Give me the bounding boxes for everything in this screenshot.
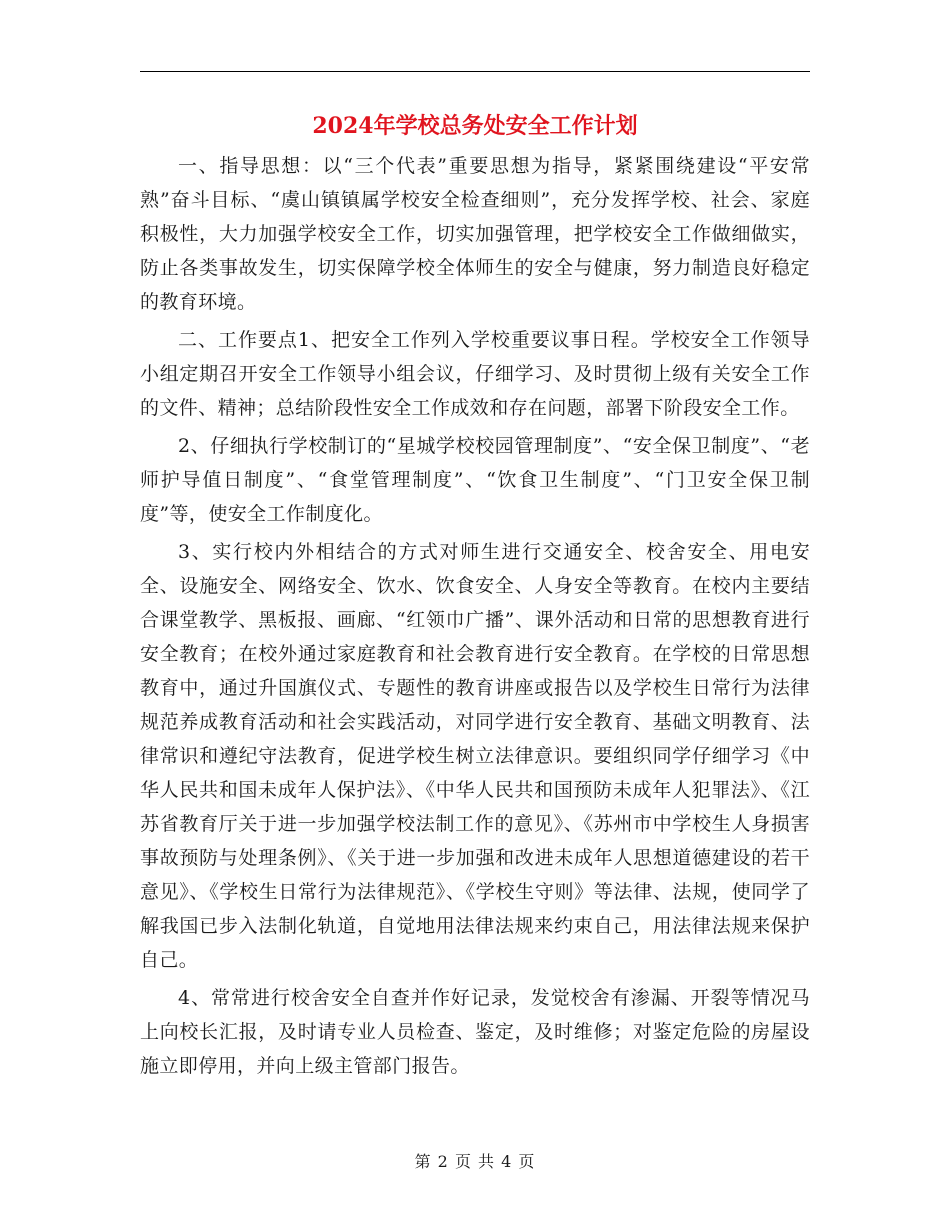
paragraph-work-points-2: 2、仔细执行学校制订的“星城学校校园管理制度”、“安全保卫制度”、“老师护导值日制度”、“食堂管理制度”、“饮食卫生制度”、“门卫安全保卫制度”等，使安全工作制度化。 (140, 435, 810, 525)
document-title: 2024年学校总务处安全工作计划 (312, 113, 638, 139)
paragraph-work-points-3: 3、实行校内外相结合的方式对师生进行交通安全、校舍安全、用电安全、设施安全、网络安全、饮水、饮食安全、人身安全等教育。在校内主要结合课堂教学、黑板报、画廊、“红领巾广播”、课外活动和日常的思想教育进行安全教育；在校外通过家庭教育和社会教育进行安全教育。在学校的日常思想教育中，通过升国旗仪式、专题性的教育讲座或报告以及学校生日常行为法律规范养成教育活动和社会实践活动，对同学进行安全教育、基础文明教育、法律常识和遵纪守法教育，促进学校生树立法律意识。要组织同学仔细学习《中华人民共和国未成年人保护法》、《中华人民共和国预防未成年人犯罪法》、《江苏省教育厅关于进一步加强学校法制工作的意见》、《苏州市中学校生人身损害事故预防与处理条例》、《关于进一步加强和改进未成年人思想道德建设的若干意见》、《学校生日常行为法律规范》、《学校生守则》等法律、法规，使同学了解我国已步入法制化轨道，自觉地用法律法规来约束自己，用法律法规来保护自己。 (140, 541, 810, 971)
paragraph-work-points-1: 二、工作要点1、把安全工作列入学校重要议事日程。学校安全工作领导小组定期召开安全工作领导小组会议，仔细学习、及时贯彻上级有关安全工作的文件、精神；总结阶段性安全工作成效和存在问题，部署下阶段安全工作。 (140, 329, 810, 419)
page-number-footer: 第 2 页 共 4 页 (414, 1152, 536, 1171)
document-body (140, 149, 810, 1083)
paragraph-guiding-ideology: 一、指导思想：以“三个代表”重要思想为指导，紧紧围绕建设“平安常熟”奋斗目标、“虞山镇镇属学校安全检查细则”，充分发挥学校、社会、家庭积极性，大力加强学校安全工作，切实加强管理，把学校安全工作做细做实，防止各类事故发生，切实保障学校全体师生的安全与健康，努力制造良好稳定的教育环境。 (140, 155, 810, 313)
paragraph-work-points-4: 4、常常进行校舍安全自查并作好记录，发觉校舍有渗漏、开裂等情况马上向校长汇报，及时请专业人员检查、鉴定，及时维修；对鉴定危险的房屋设施立即停用，并向上级主管部门报告。 (140, 987, 810, 1077)
header-divider (140, 71, 810, 72)
